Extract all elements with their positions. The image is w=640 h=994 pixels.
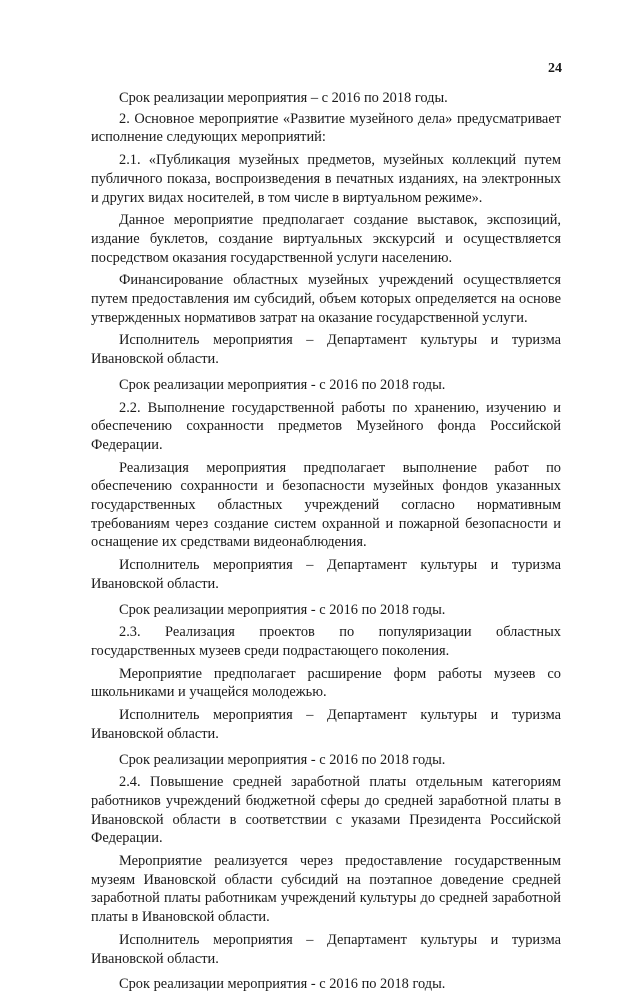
paragraph-executor-2: Исполнитель мероприятия – Департамент культуры и туризма Ивановской области. — [91, 557, 561, 592]
paragraph-executor-1: Исполнитель мероприятия – Департамент культуры и туризма Ивановской области. — [91, 332, 561, 368]
document-body — [91, 89, 561, 994]
paragraph-main-activity: 2. Основное мероприятие «Развитие музейного дела» предусматривает исполнение следующих мероприятий: — [91, 110, 561, 146]
paragraph-executor-3: Исполнитель мероприятия – Департамент культуры и туризма Ивановской области. — [91, 707, 561, 742]
paragraph-description-2-1: Данное мероприятие предполагает создание выставок, экспозиций, издание буклетов, создание виртуальных экскурсий и осуществляется посредством оказания государственной услуги населению. — [91, 212, 561, 266]
paragraph-term-3: Срок реализации мероприятия - с 2016 по 2018 годы. — [119, 601, 446, 618]
paragraph-executor-4: Исполнитель мероприятия – Департамент культуры и туризма Ивановской области. — [91, 931, 561, 967]
paragraph-term-5: Срок реализации мероприятия - с 2016 по 2018 годы. — [119, 976, 446, 993]
paragraph-activity-2-2: 2.2. Выполнение государственной работы по хранению, изучению и обеспечению сохранности предметов Музейного фонда Российской Федерации. — [91, 399, 561, 453]
paragraph-financing: Финансирование областных музейных учреждений осуществляется путем предоставления им субсидий, объем которых определяется на основе утвержденных нормативов затрат на оказание государственной услуги. — [91, 272, 561, 326]
paragraph-term-1: Срок реализации мероприятия – с 2016 по 2018 годы. — [119, 90, 448, 106]
paragraph-term-4: Срок реализации мероприятия - с 2016 по 2018 годы. — [119, 751, 446, 768]
page-number: 24 — [548, 61, 562, 76]
paragraph-term-2: Срок реализации мероприятия - с 2016 по 2018 годы. — [119, 376, 446, 393]
paragraph-activity-2-4: 2.4. Повышение средней заработной платы отдельным категориям работников учреждений бюджетной сферы до средней заработной платы в Ивановской области в соответствии с указами Президента Российской Федерации. — [91, 774, 561, 847]
paragraph-description-2-4: Мероприятие реализуется через предоставление государственным музеям Ивановской области субсидий на поэтапное доведение средней заработной платы работникам учреждений культуры до средней заработной платы в Ивановской области. — [91, 853, 561, 926]
paragraph-activity-2-3: 2.3. Реализация проектов по популяризации областных государственных музеев среди подрастающего поколения. — [91, 624, 561, 659]
paragraph-description-2-3: Мероприятие предполагает расширение форм работы музеев со школьниками и учащейся молодежью. — [91, 665, 561, 701]
paragraph-activity-2-1: 2.1. «Публикация музейных предметов, музейных коллекций путем публичного показа, воспроизведения в печатных изданиях, на электронных и других видах носителей, в том числе в виртуальном режиме». — [91, 152, 561, 206]
paragraph-description-2-2: Реализация мероприятия предполагает выполнение работ по обеспечению сохранности и безопасности музейных фондов указанных государственных областных учреждений согласно нормативным требованиям через создание систем охранной и пожарной безопасности и оснащение их средствами видеонаблюдения. — [91, 459, 561, 551]
